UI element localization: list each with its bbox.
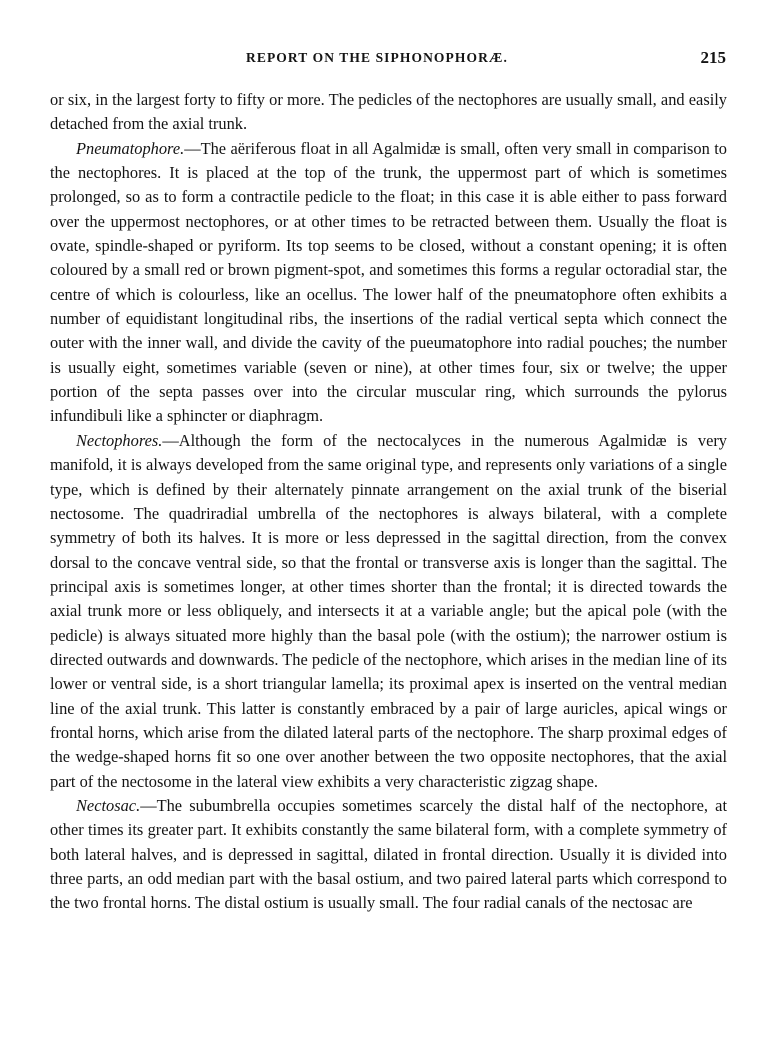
body-text xyxy=(50,88,727,916)
paragraph-nectophores xyxy=(50,429,727,794)
running-head: REPORT ON THE SIPHONOPHORÆ. xyxy=(246,50,509,65)
page-header xyxy=(0,50,776,74)
paragraph-text: —The aëriferous float in all Agalmidæ is small, often very small in comparison to the nectophores. It is placed at the top of the trunk, the uppermost part of which is sometimes prolonged, so as to form a contractile pedicle to the float; in this case it is able either to pass forward over the uppermost nectophores, or at other times to be retracted between them. Usually the float is ovate, spindle-shaped or pyriform. Its top seems to be closed, without a constant opening; it is often coloured by a small red or brown pigment-spot, and sometimes this forms a regular octoradial star, the centre of which is colourless, like an ocellus. The lower half of the pneumatophore often exhibits a number of equidistant longitudinal ribs, the insertions of the radial vertical septa which connect the outer with the inner wall, and divide the cavity of the pueumatophore into radial pouches; the number is usually eight, sometimes variable (seven or nine), at other times four, six or twelve; the upper portion of the septa passes over into the circular muscular ring, which surrounds the pylorus infundibuli like a sphincter or diaphragm. xyxy=(50,138,727,426)
paragraph-text: —Although the form of the nectocalyces in the numerous Agalmidæ is very manifold, it is always developed from the same original type, and represents only variations of a single type, which is defined by their alternately pinnate arrangement on the axial trunk of the biserial nectosome. The quadriradial umbrella of the nectophores is always bilateral, with a complete symmetry of both its halves. It is more or less depressed in the sagittal direction, from the convex dorsal to the concave ventral side, so that the frontal or transverse axis is longer than the sagittal. The principal axis is sometimes longer, at other times shorter than the frontal; it is directed towards the axial trunk more or less obliquely, and intersects it at a variable angle; but the apical pole (with the pedicle) is always situated more highly than the basal pole (with the ostium); the narrower ostium is directed outwards and downwards. The pedicle of the nectophore, which arises in the median line of its lower or ventral side, is a short triangular lamella; its proximal apex is inserted on the ventral median line of the axial trunk. This latter is constantly embraced by a pair of large auricles, apical wings or frontal horns, which arise from the dilated lateral parts of the nectophore. The sharp proximal edges of the wedge-shaped horns fit so one over another between the two opposite nectophores, that the axial part of the nectosome in the lateral view exhibits a very characteristic zigzag shape. xyxy=(50,430,727,791)
paragraph-nectosac xyxy=(50,794,727,916)
paragraph-text: or six, in the largest forty to fifty or more. The pedicles of the nectophores are usually small, and easily detached from the axial trunk. xyxy=(50,90,727,134)
paragraph-heading: Nectophores. xyxy=(76,430,163,450)
paragraph-continuation xyxy=(50,88,727,137)
paragraph-heading: Pneumatophore. xyxy=(76,138,185,158)
page-number: 215 xyxy=(700,48,726,67)
paragraph-pneumatophore xyxy=(50,137,727,429)
paragraph-text: —The subumbrella occupies sometimes scarcely the distal half of the nectophore, at other times its greater part. It exhibits constantly the same bilateral form, with a complete symmetry of both lateral halves, and is depressed in sagittal, dilated in frontal direction. Usually it is divided into three parts, an odd median part with the basal ostium, and two paired lateral parts which correspond to the two frontal horns. The distal ostium is usually small. The four radial canals of the nectosac are xyxy=(50,795,727,913)
paragraph-heading: Nectosac. xyxy=(76,795,141,815)
